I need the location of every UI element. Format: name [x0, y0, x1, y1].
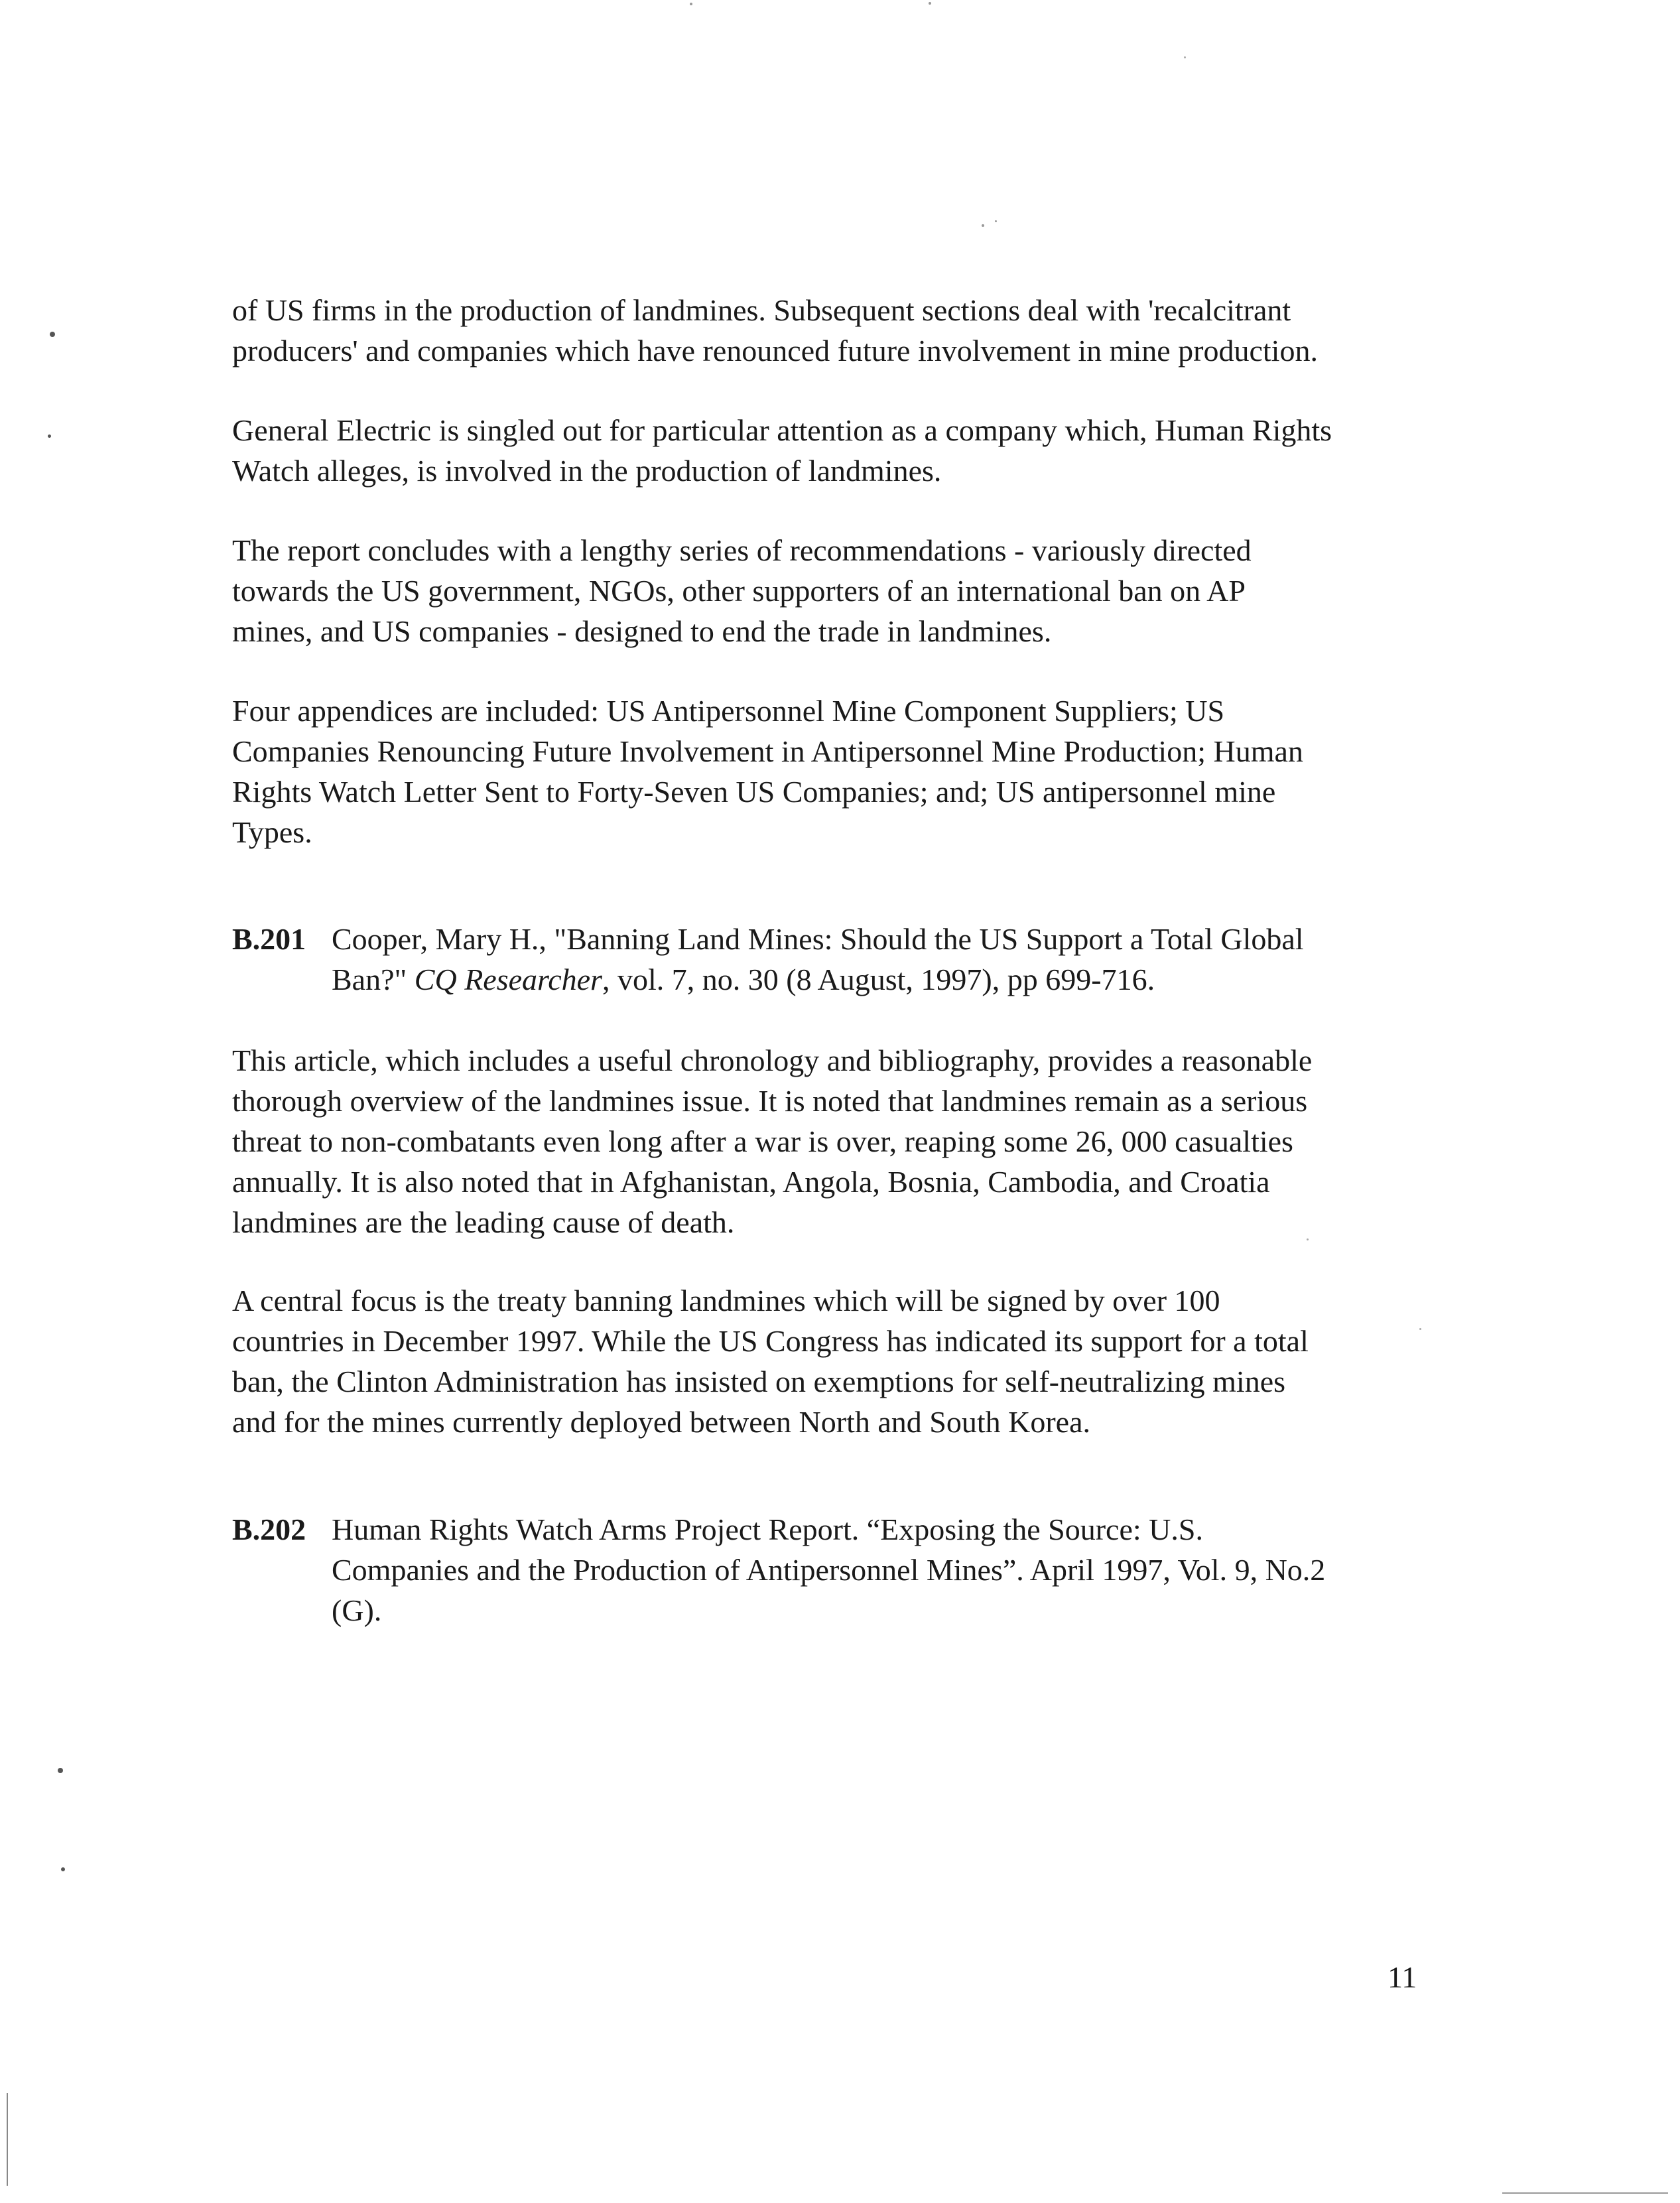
citation-text: , vol. 7, no. 30 (8 August, 1997), pp 699-716. — [602, 963, 1155, 996]
paragraph-line: Four appendices are included: US Antipersonnel Mine Component Suppliers; US — [232, 694, 1225, 728]
paragraph-1 — [232, 290, 1426, 371]
scan-speck — [50, 332, 55, 337]
paragraph-line: Watch alleges, is involved in the production of landmines. — [232, 454, 942, 488]
scan-speck — [58, 1768, 63, 1773]
entry-number: B.201 — [232, 922, 306, 956]
paragraph-line: A central focus is the treaty banning landmines which will be signed by over 100 — [232, 1284, 1220, 1317]
citation-text: Ban?" — [332, 963, 415, 996]
paragraph-line: landmines are the leading cause of death. — [232, 1205, 735, 1239]
scan-speck — [1307, 1238, 1309, 1240]
paragraph-line: Types. — [232, 815, 312, 849]
scan-speck — [929, 2, 931, 5]
paragraph-line: General Electric is singled out for particular attention as a company which, Human Rights — [232, 413, 1332, 447]
paragraph-line: ban, the Clinton Administration has insisted on exemptions for self-neutralizing mines — [232, 1365, 1286, 1398]
citation-line: Companies and the Production of Antipersonnel Mines”. April 1997, Vol. 9, No.2 — [332, 1553, 1326, 1587]
entry-citation — [332, 919, 1459, 1000]
page-number: 11 — [1388, 1960, 1417, 1994]
paragraph-line: producers' and companies which have renounced future involvement in mine production. — [232, 334, 1318, 367]
journal-title: CQ Researcher — [414, 963, 602, 996]
paragraph-line: thorough overview of the landmines issue. It is noted that landmines remain as a serious — [232, 1084, 1308, 1118]
paragraph-4 — [232, 691, 1426, 852]
scan-edge-line — [7, 2093, 8, 2186]
scan-speck — [690, 3, 692, 5]
scan-speck — [995, 220, 997, 222]
scan-speck — [48, 434, 51, 438]
paragraph-line: mines, and US companies - designed to end the trade in landmines. — [232, 614, 1052, 648]
paragraph-line: towards the US government, NGOs, other supporters of an international ban on AP — [232, 574, 1246, 608]
scan-speck — [1184, 56, 1186, 58]
paragraph-line: The report concludes with a lengthy series of recommendations - variously directed — [232, 533, 1252, 567]
paragraph-line: Rights Watch Letter Sent to Forty-Seven US Companies; and; US antipersonnel mine — [232, 775, 1276, 809]
scan-speck — [982, 224, 984, 227]
paragraph-6 — [232, 1280, 1426, 1442]
paragraph-line: and for the mines currently deployed between North and South Korea. — [232, 1405, 1090, 1439]
paragraph-line: countries in December 1997. While the US Congress has indicated its support for a total — [232, 1324, 1309, 1358]
paragraph-line: of US firms in the production of landmines. Subsequent sections deal with 'recalcitrant — [232, 293, 1291, 327]
scan-speck — [1419, 1328, 1421, 1330]
paragraph-2 — [232, 410, 1426, 491]
citation-line: Human Rights Watch Arms Project Report. “Exposing the Source: U.S. — [332, 1512, 1203, 1546]
citation-line: Cooper, Mary H., "Banning Land Mines: Should the US Support a Total Global — [332, 922, 1304, 956]
paragraph-line: Companies Renouncing Future Involvement in Antipersonnel Mine Production; Human — [232, 734, 1303, 768]
scan-edge-line — [1502, 2192, 1668, 2194]
scan-speck — [61, 1867, 65, 1871]
citation-line: (G). — [332, 1593, 382, 1627]
paragraph-line: threat to non-combatants even long after a war is over, reaping some 26, 000 casualties — [232, 1124, 1293, 1158]
paragraph-line: annually. It is also noted that in Afghanistan, Angola, Bosnia, Cambodia, and Croatia — [232, 1165, 1270, 1199]
citation-line — [332, 959, 1459, 1000]
paragraph-5 — [232, 1040, 1426, 1242]
paragraph-3 — [232, 530, 1426, 651]
paragraph-line: This article, which includes a useful chronology and bibliography, provides a reasonable — [232, 1043, 1313, 1077]
entry-number: B.202 — [232, 1512, 306, 1546]
entry-citation — [332, 1509, 1459, 1631]
